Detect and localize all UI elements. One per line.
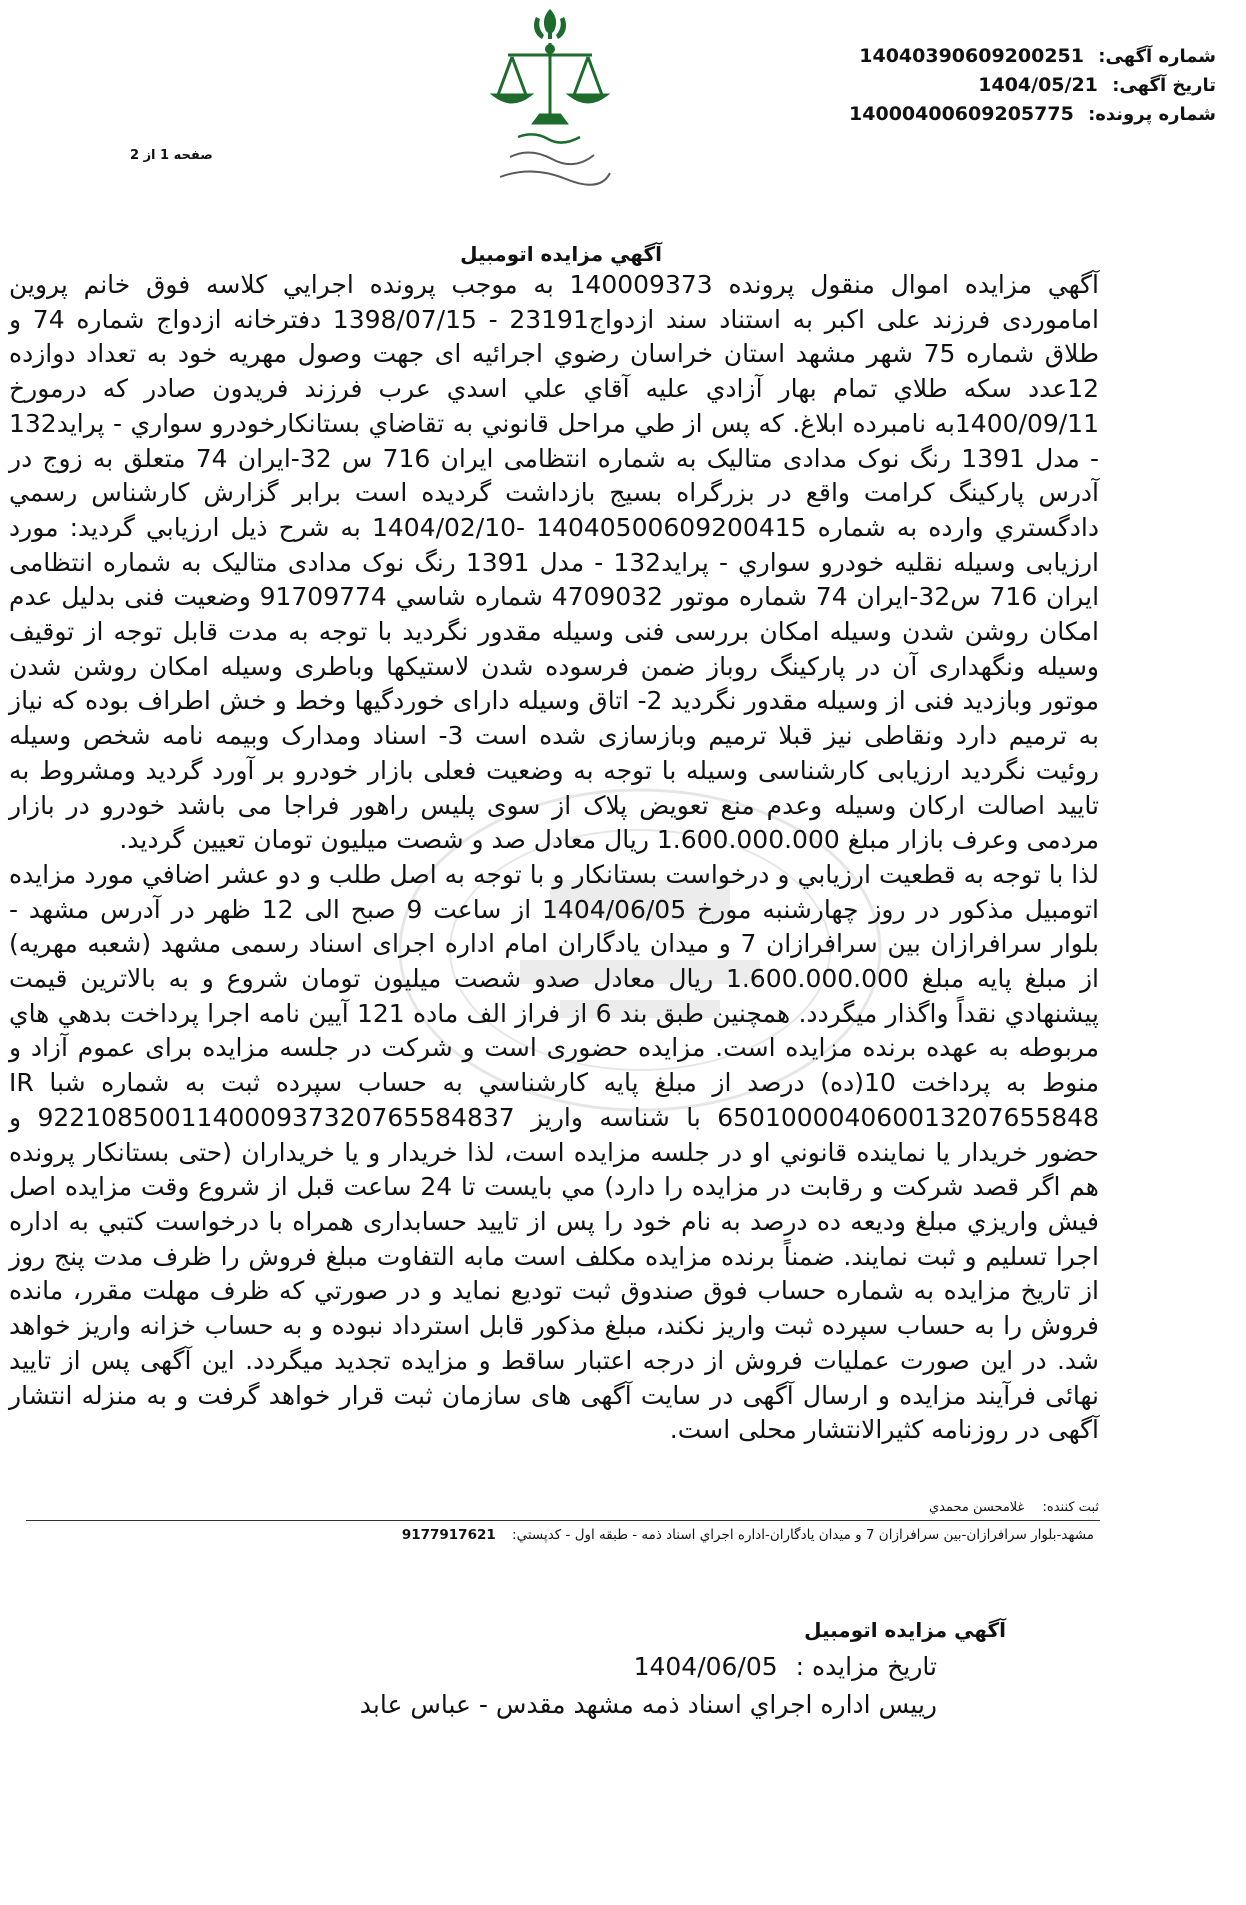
footer-divider <box>26 1520 1100 1521</box>
case-number-row <box>776 100 1216 129</box>
address-text: مشهد-بلوار سرافرازان-بین سرافرازان 7 و میدان یادگاران-اداره اجراي اسناد ذمه - طبقه اول - کدپستي: <box>512 1527 1094 1543</box>
ad-number-row <box>776 42 1216 71</box>
case-number-value: 14000400609205775 <box>849 103 1074 125</box>
body-paragraph-1: آگهي مزايده اموال منقول پرونده 140009373 به موجب پرونده اجرايي كلاسه فوق خانم پروين اماموردی فرزند علی اکبر به استناد سند ازدواج23191 - 1398/07/15 دفترخانه ازدواج شماره 74 و طلاق شماره 75 شهر مشهد استان خراسان رضوي اجرائيه ای جهت وصول مهريه خود به تعداد دوازده 12عدد سكه طلاي تمام بهار آزادي عليه آقاي علي اسدي عرب فرزند فريدون صادر كه درمورخ 1400/09/11به نامبرده ابلاغ. كه پس از طي مراحل قانوني به تقاضاي بستانكارخودرو سواري - پرايد132 - مدل 1391 رنگ نوک مدادی متالیک به شماره انتظامی ایران 716 س 32-ایران 74 متعلق به زوج در آدرس پارکینگ کرامت واقع در بزرگراه بسیج بازداشت گرديده است برابر گزارش كارشناس رسمي دادگستري وارده به شماره 14040500609200415 -1404/02/10 به شرح ذيل ارزيابي گرديد: مورد ارزیابی وسیله نقلیه خودرو سواري - پرايد132 - مدل 1391 رنگ نوک مدادی متالیک به شماره انتظامی ایران 716 س32-ایران 74 شماره موتور 4709032 شماره شاسي 91709774 وضعیت فنی بدلیل عدم امکان روشن شدن وسیله امکان بررسی فنی وسیله مقدور نگردید با توجه به مدت قابل توجه از توقیف وسیله ونگهداری آن در پارکینگ روباز ضمن فرسوده شدن لاستیکها وباطری وسیله امکان روشن شدن موتور وبازدید فنی از وسیله مقدور نگردید 2- اتاق وسیله دارای خوردگیها وخط و خش اطراف بوده که نیاز به ترمیم دارد ونقاطی نیز قبلا ترمیم وبازسازی شده است 3- اسناد ومدارک وبیمه نامه شخص وسیله روئیت نگردید ارزیابی کارشناسی وسیله با توجه به وضعیت فعلی بازار خودرو بر آورد گردید ومشروط به تایید اصالت ارکان وسیله وعدم منع تعویض پلاک از سوی پلیس راهور فراجا می باشد خودرو در بازار مردمی وعرف بازار مبلغ 1.600.000.000 ريال معادل صد و شصت میلیون تومان تعيين گرديد. <box>9 270 1100 855</box>
ad-date-label: تاریخ آگهی: <box>1112 75 1216 96</box>
ad-number-label: شماره آگهی: <box>1098 46 1216 67</box>
page-number: صفحه 1 از 2 <box>130 148 213 163</box>
signature-line: رييس اداره اجراي اسناد ذمه مشهد مقدس - عباس عابد <box>359 1690 937 1719</box>
auction-date-value: 1404/06/05 <box>633 1652 778 1681</box>
registrar-name: غلامحسن محمدي <box>928 1500 1025 1515</box>
judiciary-emblem-icon <box>470 5 630 195</box>
ad-date-row <box>776 71 1216 100</box>
case-number-label: شماره پرونده: <box>1088 104 1216 125</box>
auction-date-line <box>634 1652 937 1681</box>
postal-code: 9177917621 <box>401 1527 496 1543</box>
header-meta <box>776 42 1216 129</box>
ad-date-value: 1404/05/21 <box>978 74 1098 96</box>
registrar-label: ثبت کننده: <box>1042 1500 1099 1515</box>
body-paragraph-2: لذا با توجه به قطعيت ارزيابي و درخواست بستانكار و با توجه به اصل طلب و دو عشر اضافي مورد مزايده اتومبیل مذكور در روز چهارشنبه مورخ 1404/06/05 از ساعت 9 صبح الی 12 ظهر در آدرس مشهد - بلوار سرافرازان بين سرافرازان 7 و ميدان يادگاران امام اداره اجرای اسناد رسمی مشهد (شعبه مهريه) از مبلغ پايه مبلغ 1.600.000.000 ريال معادل صدو شصت میلیون تومان شروع و به بالاترين قيمت پيشنهادي نقداً واگذار ميگردد. همچنين طبق بند 6 از فراز الف ماده 121 آيين نامه اجرا پرداخت بدهي هاي مربوطه به عهده برنده مزايده است. مزایده حضوری است و شرکت در جلسه مزایده برای عموم آزاد و منوط به پرداخت 10(ده) درصد از مبلغ پایه کارشناسي به حساب سپرده ثبت به شماره شبا IR 650100004060013207655848 با شناسه واريز 922108500114000937320765584837 و حضور خريدار يا نماينده قانوني او در جلسه مزايده است، لذا خريدار و يا خريداران (حتی بستانکار پرونده هم اگر قصد شرکت و رقابت در مزايده را دارد) مي بايست تا 24 ساعت قبل از شروع وقت مزايده اصل فيش واريزي مبلغ وديعه ده درصد به نام خود را پس از تاييد حسابداری همراه با درخواست کتبي به اداره اجرا تسليم و ثبت نمايند. ضمناً برنده مزايده مکلف است مابه التفاوت مبلغ فروش را ظرف مدت پنج روز از تاريخ مزايده به شماره حساب فوق صندوق ثبت توديع نمايد و در صورتي كه ظرف مهلت مقرر، مانده فروش را به حساب سپرده ثبت واريز نكند، مبلغ مذكور قابل استرداد نبوده و به حساب خزانه واريز خواهد شد. در اين صورت عمليات فروش از درجه اعتبار ساقط و مزايده تجديد ميگردد. اين آگهی پس از تاييد نهائی فرآيند مزايده و ارسال آگهی در سايت آگهی های سازمان ثبت قرار خواهد گرفت و به منزله انتشار آگهی در روزنامه کثيرالانتشار محلی است. <box>9 859 1099 1445</box>
document-body <box>9 268 1099 1448</box>
page-title: آگهي مزايده اتومبيل <box>460 242 662 266</box>
ad-number-value: 14040390609200251 <box>859 45 1084 67</box>
auction-date-label: تاريخ مزايده : <box>795 1652 937 1681</box>
footer-title: آگهي مزايده اتومبيل <box>804 1618 1006 1642</box>
office-address <box>402 1527 1094 1543</box>
registrar-line <box>929 1500 1099 1515</box>
